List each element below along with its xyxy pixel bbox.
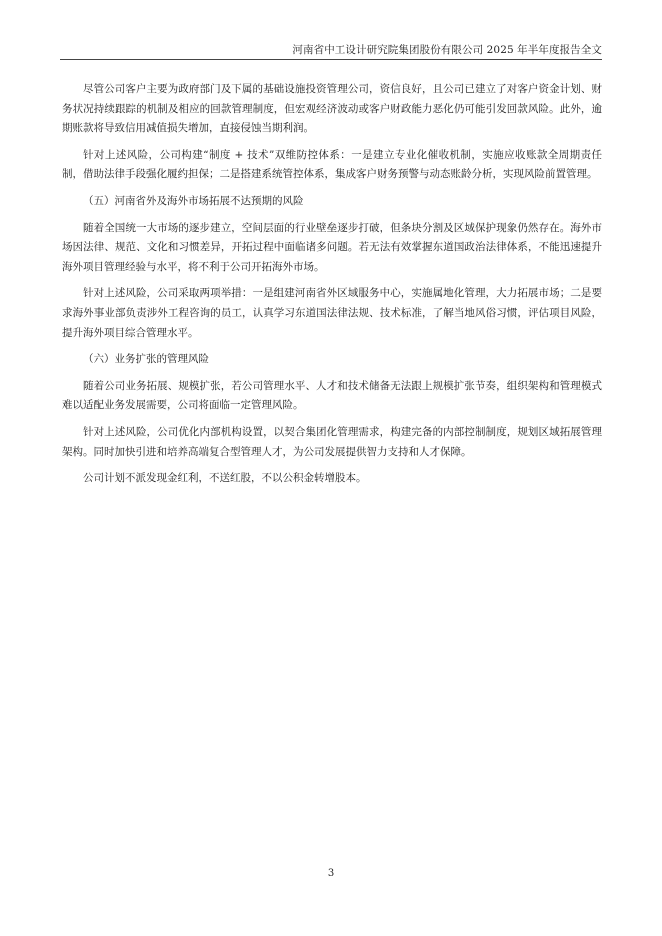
paragraph-market-expansion-risk: 随着全国统一大市场的逐步建立，空间层面的行业壁垒逐步打破，但条块分割及区域保护现象仍然存在。海外市场因法律、规范、文化和习惯差异，开拓过程中面临诸多问题。若无法有效掌握东道国政治法律体系，不能迅速提升海外项目管理经验与水平，将不利于公司开拓海外市场。 (62, 221, 602, 273)
paragraph-management-countermeasures: 针对上述风险，公司优化内部机构设置，以契合集团化管理需求，构建完备的内部控制制度，规划区域拓展管理架构。同时加快引进和培养高端复合型管理人才，为公司发展提供智力支持和人才保障。 (62, 425, 602, 458)
paragraph-market-expansion-countermeasures: 针对上述风险，公司采取两项举措：一是组建河南省外区域服务中心，实施属地化管理，大力拓展市场；二是要求海外事业部负责涉外工程咨询的员工，认真学习东道国法律法规、技术标准，了解当地风俗习惯，评估项目风险，提升海外项目综合管理水平。 (62, 287, 602, 339)
section-heading-management-risk: （六）业务扩张的管理风险 (83, 353, 209, 366)
paragraph-receivables-countermeasures: 针对上述风险，公司构建“制度 + 技术”双维防控体系：一是建立专业化催收机制，实施应收账款全周期责任制，借助法律手段强化履约担保；二是搭建系统管控体系，集成客户财务预警与动态账龄分析，实现风险前置管理。 (62, 148, 602, 181)
paragraph-dividend-plan: 公司计划不派发现金红利，不送红股，不以公积金转增股本。 (83, 472, 367, 485)
header-divider (60, 59, 602, 60)
section-heading-market-expansion-risk: （五）河南省外及海外市场拓展不达预期的风险 (83, 194, 304, 207)
paragraph-management-risk: 随着公司业务拓展、规模扩张，若公司管理水平、人才和技术储备无法跟上规模扩张节奏，组织架构和管理模式难以适配业务发展需要，公司将面临一定管理风险。 (62, 379, 602, 412)
document-body (62, 80, 602, 496)
page-number: 3 (327, 868, 335, 879)
page-header: 河南省中工设计研究院集团股份有限公司 2025 年半年度报告全文 (292, 44, 602, 56)
paragraph-receivables-risk: 尽管公司客户主要为政府部门及下属的基础设施投资管理公司，资信良好，且公司已建立了对客户资金计划、财务状况持续跟踪的机制及相应的回款管理制度，但宏观经济波动或客户财政能力恶化仍可能引发回款风险。此外，逾期账款将导致信用减值损失增加，直接侵蚀当期利润。 (62, 83, 602, 135)
